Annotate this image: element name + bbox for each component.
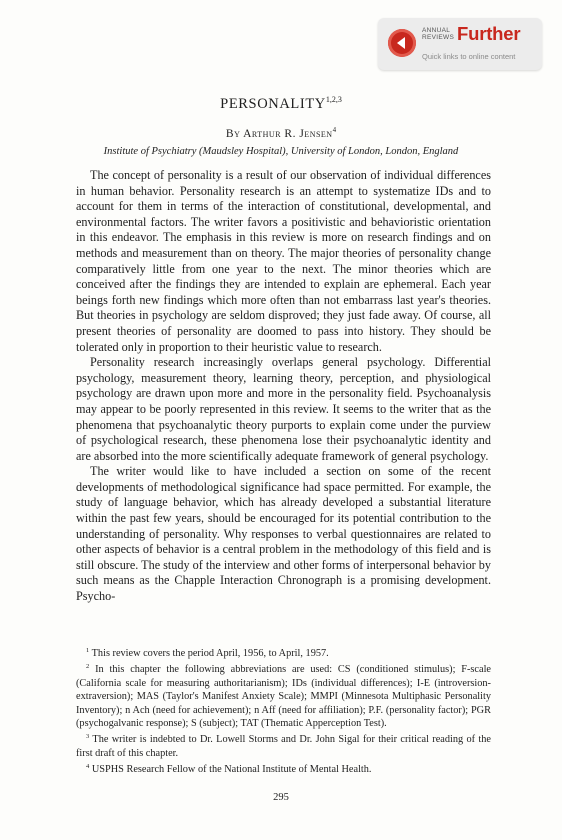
further-arrow-icon [388,29,416,57]
brand-line-1: ANNUAL [422,27,451,34]
author-affiliation: Institute of Psychiatry (Maudsley Hospital), University of London, London, England [103,146,459,157]
author-line [0,126,562,140]
paragraph: Personality research increasingly overlaps general psychology. Differential psychology, measurement theory, learning theory, perception, and physiological psychology are drawn upon more and more in the personality field. Psychoanalysis may appear to be poorly represented in this review. It seems to the writer that as the phenomena that psychoanalytic theory purports to explain come under the purview of psychological research, these phenomena lose their psychoanalytic identity and are absorbed into the more scientifically adequate framework of general psychology. [76,355,491,463]
footnote-mark: 1 [86,647,90,654]
page-number: 295 [273,792,289,803]
author-name: By Arthur R. Jensen [225,128,333,140]
footnote-mark: 4 [86,763,90,771]
article-body [76,168,491,605]
footnote-text: The writer is indebted to Dr. Lowell Storms and Dr. John Sigal for their critical reading of the first draft of this chapter. [76,734,492,759]
footnotes [76,644,491,777]
footnote-text: This review covers the period April, 1956, to April, 1957. [91,648,329,659]
further-label: Further [457,23,521,44]
paragraph: The writer would like to have included a section on some of the recent developments of methodological significance had space permitted. For example, the study of language behavior, which has already developed a substantial literature within the past few years, should be encouraged for its potential contribution to the understanding of personality. Why responses to verbal questionnaires are related to other aspects of behavior is a central problem in the methodology of this field and is still obscure. The study of the interview and other forms of interpersonal behavior by such means as the Chapple Interaction Chronograph is a promising development. Psycho- [76,464,491,604]
annual-reviews-logo-text [422,27,454,41]
title-footnote-marks[interactable]: 1,2,3 [325,95,342,104]
footnote-text: In this chapter the following abbreviations are used: CS (conditioned stimulus); F-scale (California scale for measuring authoritarianism); IDs (individual differences); I-E (introversion-extraversion); MAS (Taylor's Manifest Anxiety Scale); MMPI (Minnesota Multiphasic Personality Inventory); n Ach (need for achievement); n Aff (need for affiliation); P.F. (personality factor); PGR (psychogalvanic response); S (subject); TAT (Thematic Apperception Test). [76,664,492,730]
footnote-mark: 3 [86,733,90,741]
footnote [76,730,491,760]
article-title [0,95,562,113]
brand-line-2: REVIEWS [422,34,455,41]
footnote-mark: 2 [86,663,90,671]
footnote [76,660,491,730]
footnote [76,644,491,660]
footnote-text: USPHS Research Fellow of the National Institute of Mental Health. [91,764,372,776]
title-text: PERSONALITY [220,96,326,112]
paragraph: The concept of personality is a result of our observation of individual differences in human behavior. Personality research is an attempt to systematize IDs and to account for them in terms of the interaction of constitutional, developmental, and environmental factors. The writer favors a positivistic and behavioristic orientation in this endeavor. The emphasis in this review is more on research findings and on methods and measurement than on theory. The major theories of personality change comparatively little from one year to the next. The minor theories which are conceived after the findings they are intended to explain are ephemeral. Each year beings forth new findings which more often than not embarrass last year's theories. But theories in psychology are seldom disproved; they just fade away. Of course, all present theories of personality are doomed to pass into history. They should be tolerated only in proportion to their heuristic value to research. [76,168,491,354]
footnote [76,760,491,776]
further-badge[interactable] [378,18,542,70]
author-footnote-mark[interactable]: 4 [332,126,337,134]
further-subtitle: Quick links to online content [422,52,516,61]
